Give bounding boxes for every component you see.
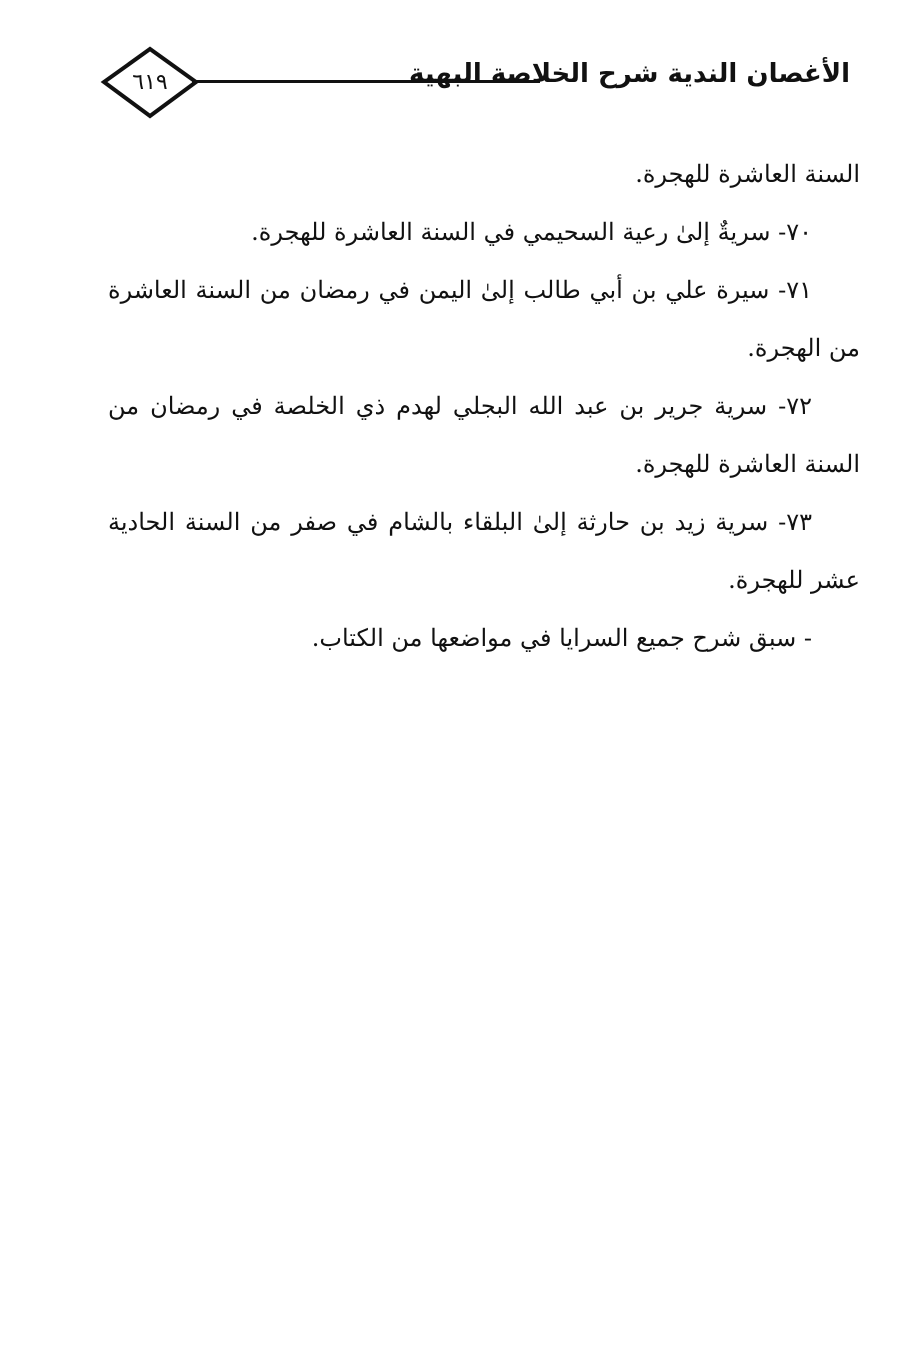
running-title: الأغصان الندية شرح الخلاصة البهية [408, 59, 850, 89]
page-body [108, 145, 860, 667]
closing-note: - سبق شرح جميع السرايا في مواضعها من الكتاب. [311, 624, 812, 652]
page-number: ٦١٩ [132, 70, 168, 95]
list-item-71: ٧١- سيرة علي بن أبي طالب إلىٰ اليمن في رمضان من السنة العاشرة من الهجرة. [108, 276, 860, 362]
page-header [100, 45, 850, 120]
list-item-70: ٧٠- سريةٌ إلىٰ رعية السحيمي في السنة العاشرة للهجرة. [251, 218, 812, 246]
list-item-73: ٧٣- سرية زيد بن حارثة إلىٰ البلقاء بالشام في صفر من السنة الحادية عشر للهجرة. [108, 508, 860, 594]
paragraph-continuation: السنة العاشرة للهجرة. [635, 160, 860, 188]
list-item-72: ٧٢- سرية جرير بن عبد الله البجلي لهدم ذي الخلصة في رمضان من السنة العاشرة للهجرة. [108, 392, 860, 478]
page-number-badge [100, 45, 200, 120]
